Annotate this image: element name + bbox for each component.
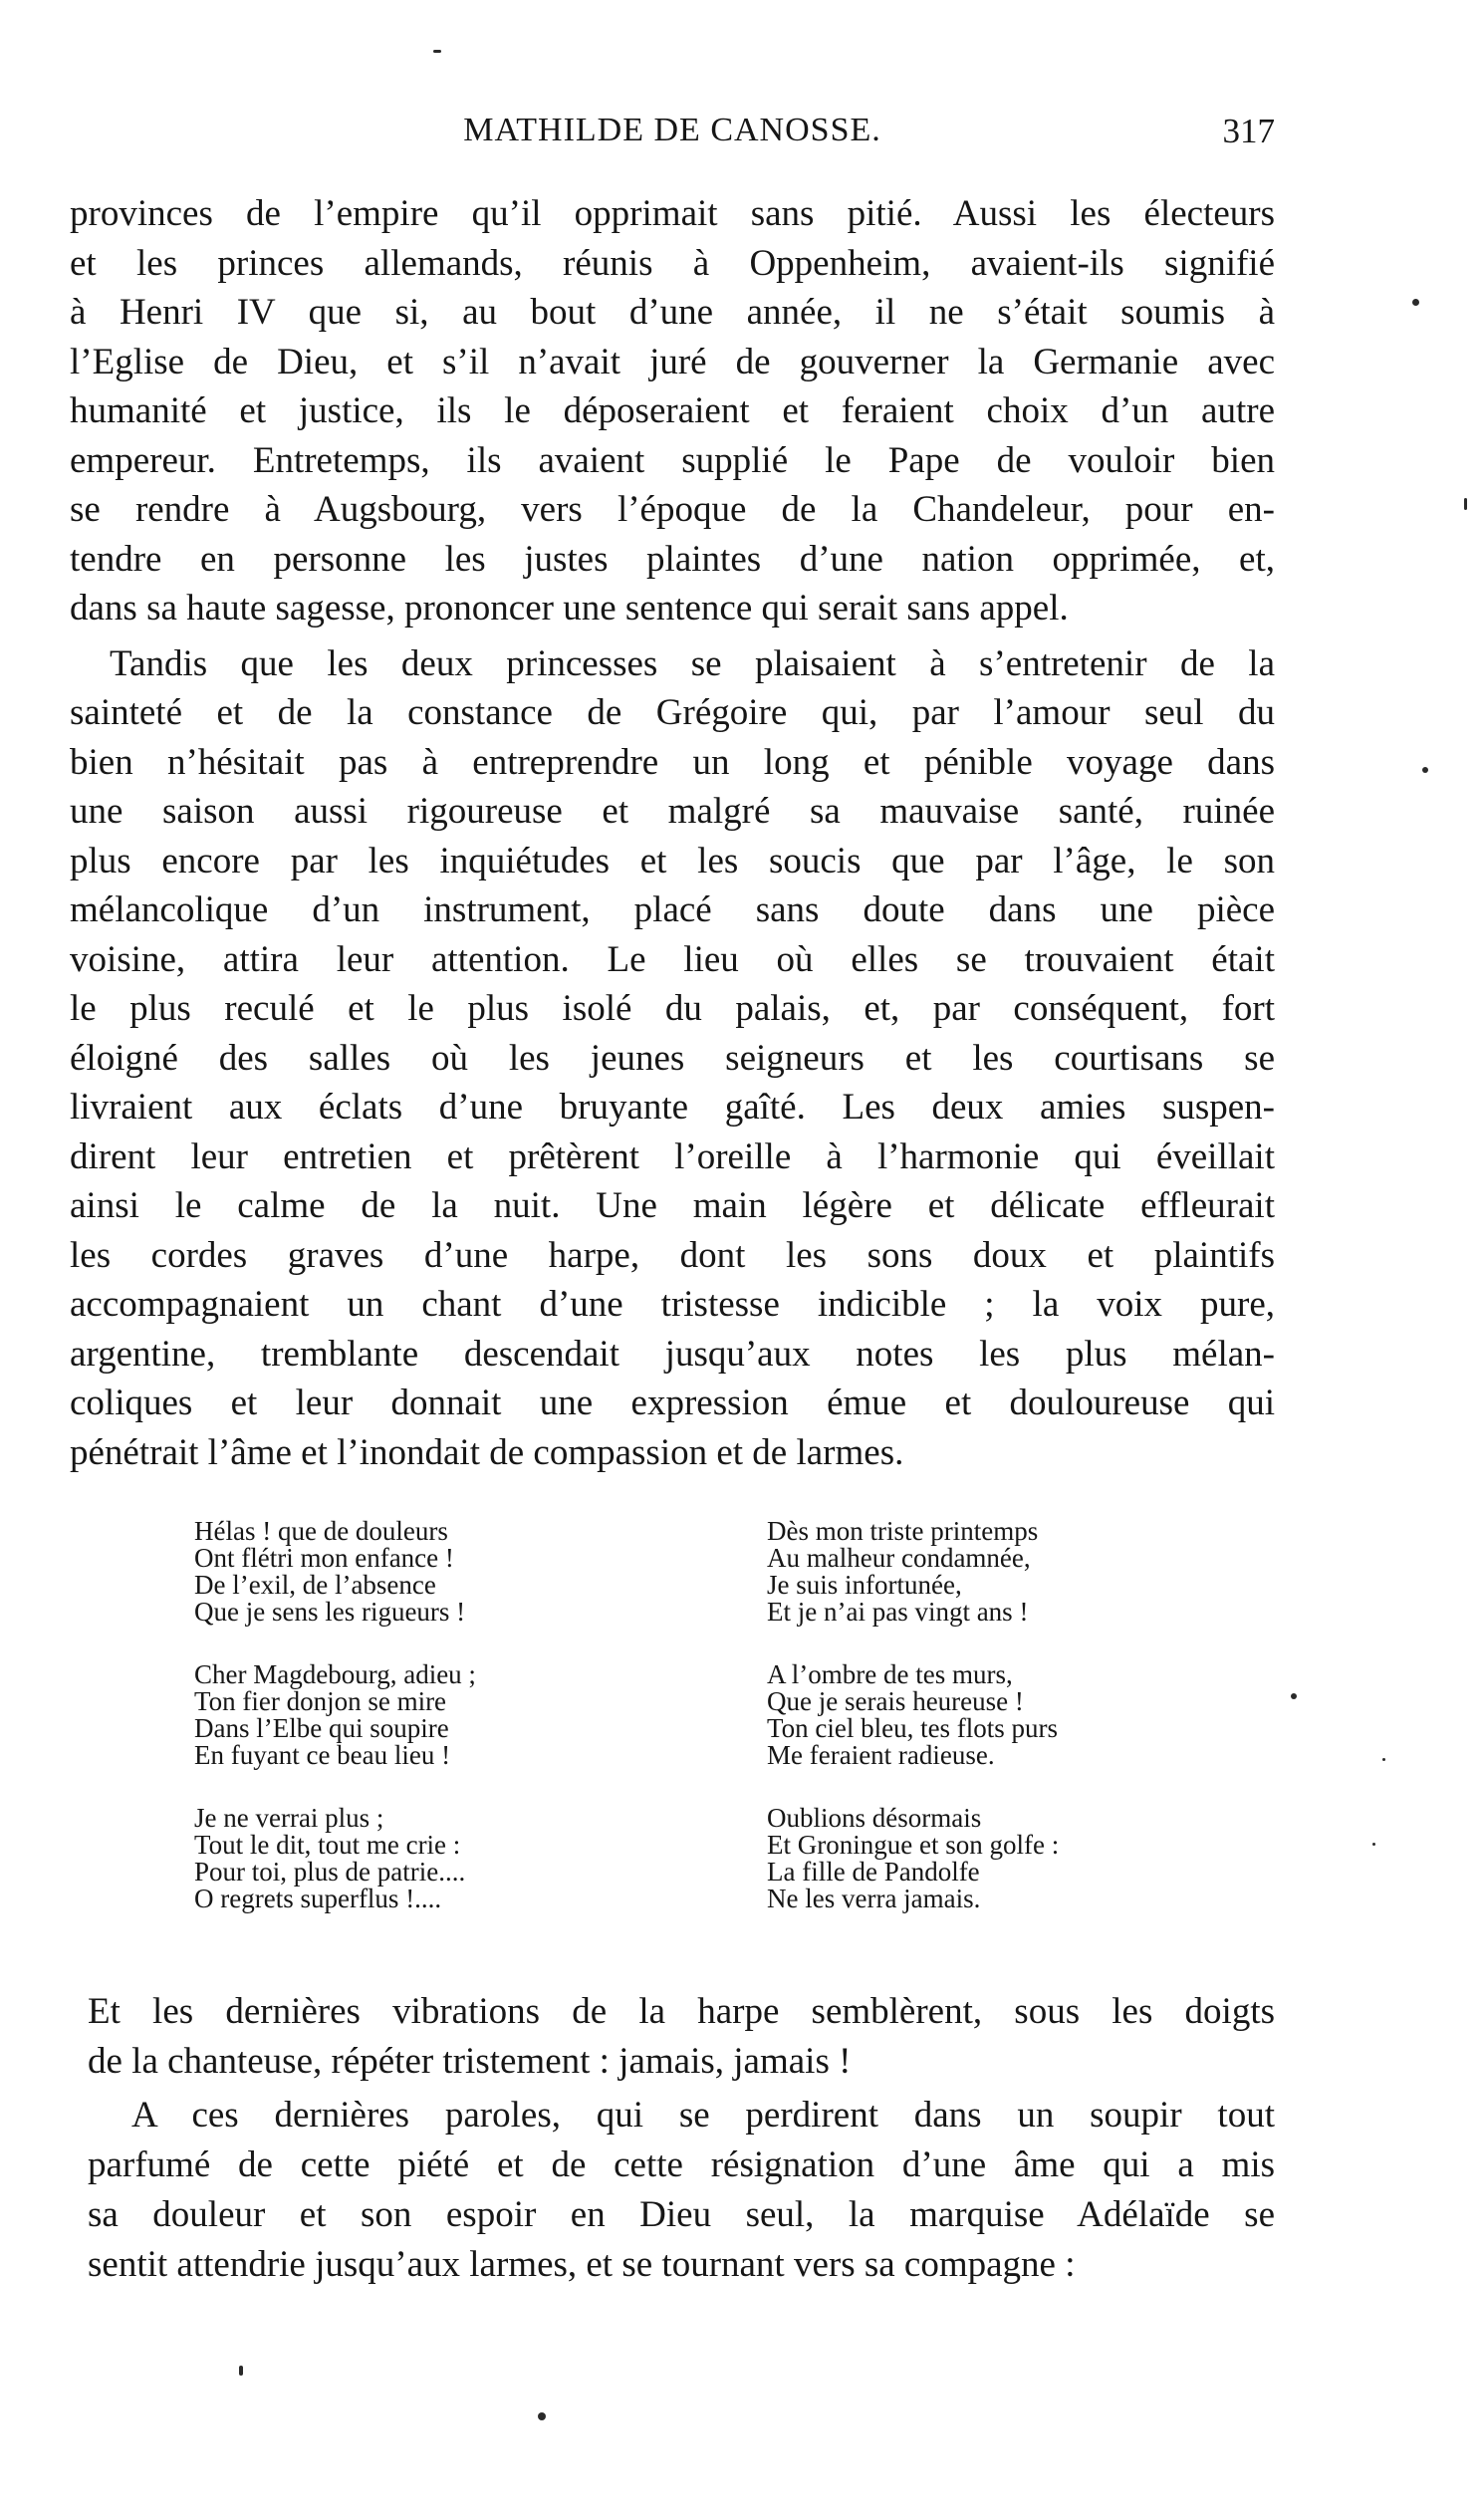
stanza [194, 1805, 613, 1948]
text-line: mélancolique d’un instrument, placé sans doute dans une pièce [70, 889, 1275, 930]
text-line: dans sa haute sagesse, prononcer une sentence qui serait sans appel. [70, 588, 1069, 629]
verse-line: Pour toi, plus de patrie.... [194, 1857, 466, 1887]
running-title: MATHILDE DE CANOSSE. [463, 112, 881, 148]
verse-line: Et Groningue et son golfe : [767, 1830, 1060, 1860]
paragraph-2 [70, 639, 1275, 1478]
text-line: sentit attendrie jusqu’aux larmes, et se tournant vers sa compagne : [88, 2244, 1076, 2285]
text-line: ainsi le calme de la nuit. Une main légère et délicate effleurait [70, 1185, 1275, 1226]
verse-line: A l’ombre de tes murs, [767, 1659, 1013, 1689]
text-line: Tandis que les deux princesses se plaisaient à s’entretenir de la [110, 642, 1275, 684]
scan-speck [1464, 498, 1467, 510]
scan-speck [1422, 767, 1428, 773]
verse-line: Je ne verrai plus ; [194, 1803, 384, 1833]
verse-column-left [194, 1518, 613, 1948]
text-line: coliques et leur donnait une expression émue et douloureuse qui [70, 1383, 1275, 1423]
scan-speck [1372, 1843, 1375, 1846]
text-line: pénétrait l’âme et l’inondait de compassion et de larmes. [70, 1431, 904, 1473]
text-line: livraient aux éclats d’une bruyante gaîté. Les deux amies suspen- [70, 1087, 1275, 1128]
text-line: de la chanteuse, répéter tristement : jamais, jamais ! [88, 2041, 852, 2082]
stanza [767, 1518, 1185, 1661]
scan-speck [1291, 1693, 1297, 1699]
scan-speck [239, 2366, 243, 2376]
text-line: voisine, attira leur attention. Le lieu où elles se trouvaient était [70, 938, 1275, 980]
verse-line: Ont flétri mon enfance ! [194, 1543, 454, 1573]
verse-line: Dès mon triste printemps [767, 1516, 1039, 1546]
text-line: l’Eglise de Dieu, et s’il n’avait juré de gouverner la Germanie avec [70, 341, 1275, 382]
scan-speck [1382, 1758, 1385, 1761]
verse-line: Me feraient radieuse. [767, 1740, 995, 1770]
text-line: plus encore par les inquiétudes et les soucis que par l’âge, le son [70, 840, 1275, 881]
text-line: sainteté et de la constance de Grégoire qui, par l’amour seul du [70, 692, 1275, 733]
text-line: tendre en personne les justes plaintes d’une nation opprimée, et, [70, 538, 1275, 580]
text-line: accompagnaient un chant d’une tristesse indicible ; la voix pure, [70, 1284, 1275, 1325]
text-line: empereur. Entretemps, ils avaient supplié le Pape de vouloir bien [70, 439, 1275, 481]
verse-line: Dans l’Elbe qui soupire [194, 1713, 449, 1743]
paragraph-3 [88, 1987, 1275, 2087]
text-line: le plus reculé et le plus isolé du palais, et, par conséquent, fort [70, 988, 1275, 1029]
verse-line: Je suis infortunée, [767, 1570, 962, 1600]
verse-line: O regrets superflus !.... [194, 1884, 442, 1913]
verse-line: Hélas ! que de douleurs [194, 1516, 448, 1546]
verse-line: Ton fier donjon se mire [194, 1686, 447, 1716]
text-line: dirent leur entretien et prêtèrent l’oreille à l’harmonie qui éveillait [70, 1135, 1275, 1177]
text-line: les cordes graves d’une harpe, dont les sons doux et plaintifs [70, 1234, 1275, 1276]
text-line: argentine, tremblante descendait jusqu’aux notes les plus mélan- [70, 1333, 1275, 1375]
verse-line: Ton ciel bleu, tes flots purs [767, 1713, 1059, 1743]
stanza [767, 1661, 1185, 1805]
song-verses [194, 1518, 1190, 1948]
verse-line: Oublions désormais [767, 1803, 982, 1833]
main-text [70, 189, 1275, 1477]
verse-line: Que je serais heureuse ! [767, 1686, 1024, 1716]
text-line: une saison aussi rigoureuse et malgré sa mauvaise santé, ruinée [70, 791, 1275, 832]
stanza [767, 1805, 1185, 1948]
verse-line: En fuyant ce beau lieu ! [194, 1740, 451, 1770]
verse-line: Ne les verra jamais. [767, 1884, 981, 1913]
text-line: provinces de l’empire qu’il opprimait sans pitié. Aussi les électeurs [70, 193, 1275, 234]
page-number: 317 [1222, 112, 1275, 150]
text-line: et les princes allemands, réunis à Oppenheim, avaient-ils signifié [70, 242, 1275, 284]
text-line: se rendre à Augsbourg, vers l’époque de la Chandeleur, pour en- [70, 489, 1275, 530]
running-header [70, 112, 1275, 171]
text-line: Et les dernières vibrations de la harpe semblèrent, sous les doigts [88, 1991, 1275, 2032]
text-line: bien n’hésitait pas à entreprendre un long et pénible voyage dans [70, 741, 1275, 783]
verse-line: Cher Magdebourg, adieu ; [194, 1659, 476, 1689]
text-line: A ces dernières paroles, qui se perdirent dans un soupir tout [131, 2095, 1275, 2136]
verse-line: Au malheur condamnée, [767, 1543, 1031, 1573]
stanza [194, 1518, 613, 1661]
text-line: éloigné des salles où les jeunes seigneurs et les courtisans se [70, 1037, 1275, 1079]
text-line: humanité et justice, ils le déposeraient et feraient choix d’un autre [70, 390, 1275, 431]
verse-line: Et je n’ai pas vingt ans ! [767, 1597, 1029, 1627]
text-line: à Henri IV que si, au bout d’une année, il ne s’était soumis à [70, 292, 1275, 333]
scan-speck [538, 2412, 546, 2420]
closing-text [88, 1987, 1275, 2290]
scan-speck [433, 50, 441, 53]
paragraph-4 [88, 2091, 1275, 2290]
text-line: sa douleur et son espoir en Dieu seul, la marquise Adélaïde se [88, 2194, 1275, 2235]
verse-column-right [767, 1518, 1185, 1948]
stanza [194, 1661, 613, 1805]
scan-speck [1412, 299, 1419, 306]
verse-line: Que je sens les rigueurs ! [194, 1597, 466, 1627]
verse-line: Tout le dit, tout me crie : [194, 1830, 461, 1860]
text-line: parfumé de cette piété et de cette résignation d’une âme qui a mis [88, 2144, 1275, 2185]
paragraph-1 [70, 189, 1275, 633]
verse-line: La fille de Pandolfe [767, 1857, 980, 1887]
verse-line: De l’exil, de l’absence [194, 1570, 436, 1600]
